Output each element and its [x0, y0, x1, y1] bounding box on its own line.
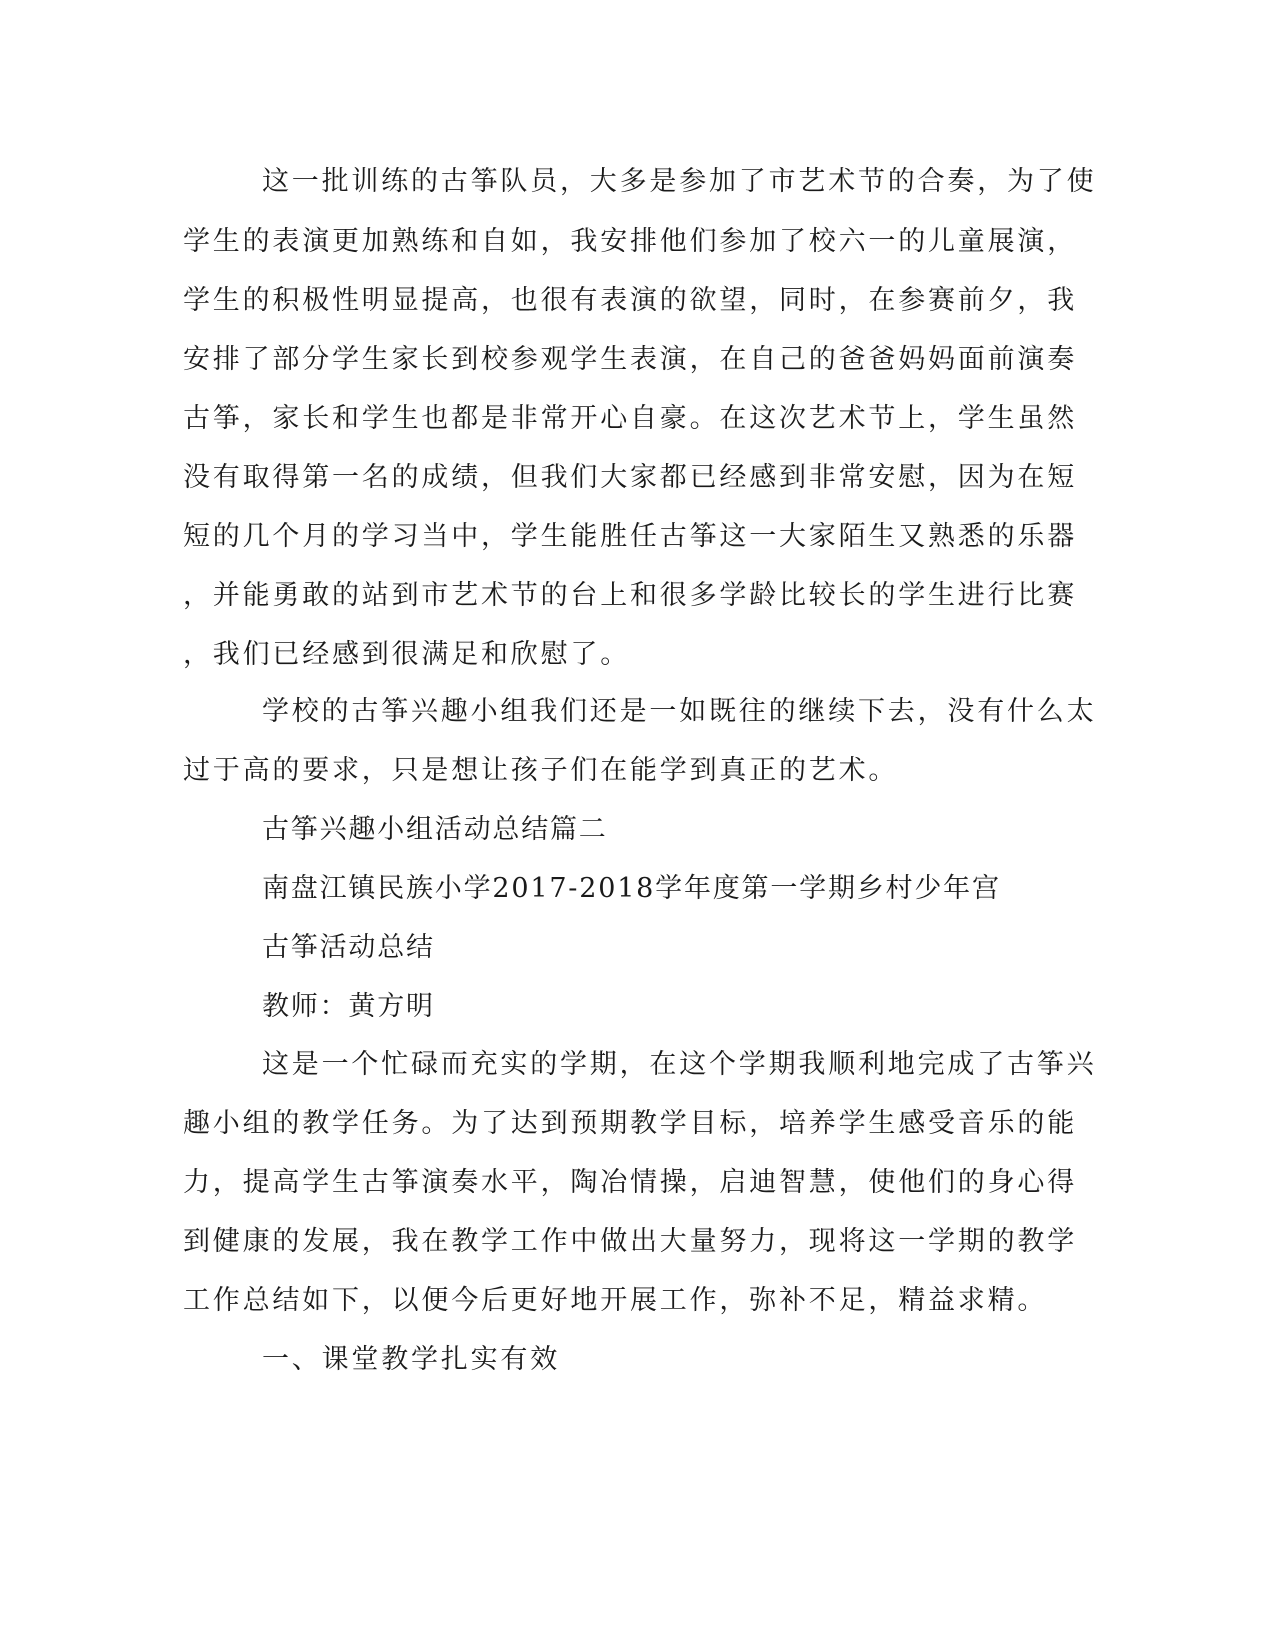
paragraph-1-line-8: ，并能勇敢的站到市艺术节的台上和很多学龄比较长的学生进行比赛 [183, 580, 1077, 611]
paragraph-1-line-2: 学生的表演更加熟练和自如，我安排他们参加了校六一的儿童展演， [183, 226, 1077, 257]
paragraph-2-line-1: 学校的古筝兴趣小组我们还是一如既往的继续下去，没有什么太 [262, 696, 1097, 727]
paragraph-1-line-9: ，我们已经感到很满足和欣慰了。 [183, 639, 630, 670]
summary-title: 古筝活动总结 [262, 932, 435, 963]
paragraph-3-line-4: 到健康的发展，我在教学工作中做出大量努力，现将这一学期的教学 [183, 1226, 1077, 1257]
paragraph-1-line-1: 这一批训练的古筝队员，大多是参加了市艺术节的合奏，为了使 [262, 166, 1097, 197]
paragraph-1-line-3: 学生的积极性明显提高，也很有表演的欲望，同时，在参赛前夕，我 [183, 285, 1077, 316]
paragraph-1-line-4: 安排了部分学生家长到校参观学生表演，在自己的爸爸妈妈面前演奏 [183, 344, 1077, 375]
subsection-heading: 一、课堂教学扎实有效 [262, 1344, 560, 1375]
paragraph-2-line-2: 过于高的要求，只是想让孩子们在能学到真正的艺术。 [183, 755, 899, 786]
paragraph-3-line-3: 力，提高学生古筝演奏水平，陶冶情操，启迪智慧，使他们的身心得 [183, 1167, 1077, 1198]
paragraph-1-line-5: 古筝，家长和学生也都是非常开心自豪。在这次艺术节上，学生虽然 [183, 403, 1077, 434]
paragraph-3-line-2: 趣小组的教学任务。为了达到预期教学目标，培养学生感受音乐的能 [183, 1108, 1077, 1139]
school-title: 南盘江镇民族小学2017-2018学年度第一学期乡村少年宫 [262, 873, 1001, 904]
teacher-name: 教师：黄方明 [262, 991, 435, 1022]
paragraph-1-line-6: 没有取得第一名的成绩，但我们大家都已经感到非常安慰，因为在短 [183, 462, 1077, 493]
section-heading: 古筝兴趣小组活动总结篇二 [262, 814, 608, 845]
paragraph-1-line-7: 短的几个月的学习当中，学生能胜任古筝这一大家陌生又熟悉的乐器 [183, 521, 1077, 552]
paragraph-3-line-5: 工作总结如下，以便今后更好地开展工作，弥补不足，精益求精。 [183, 1285, 1048, 1316]
paragraph-3-line-1: 这是一个忙碌而充实的学期，在这个学期我顺利地完成了古筝兴 [262, 1049, 1097, 1080]
